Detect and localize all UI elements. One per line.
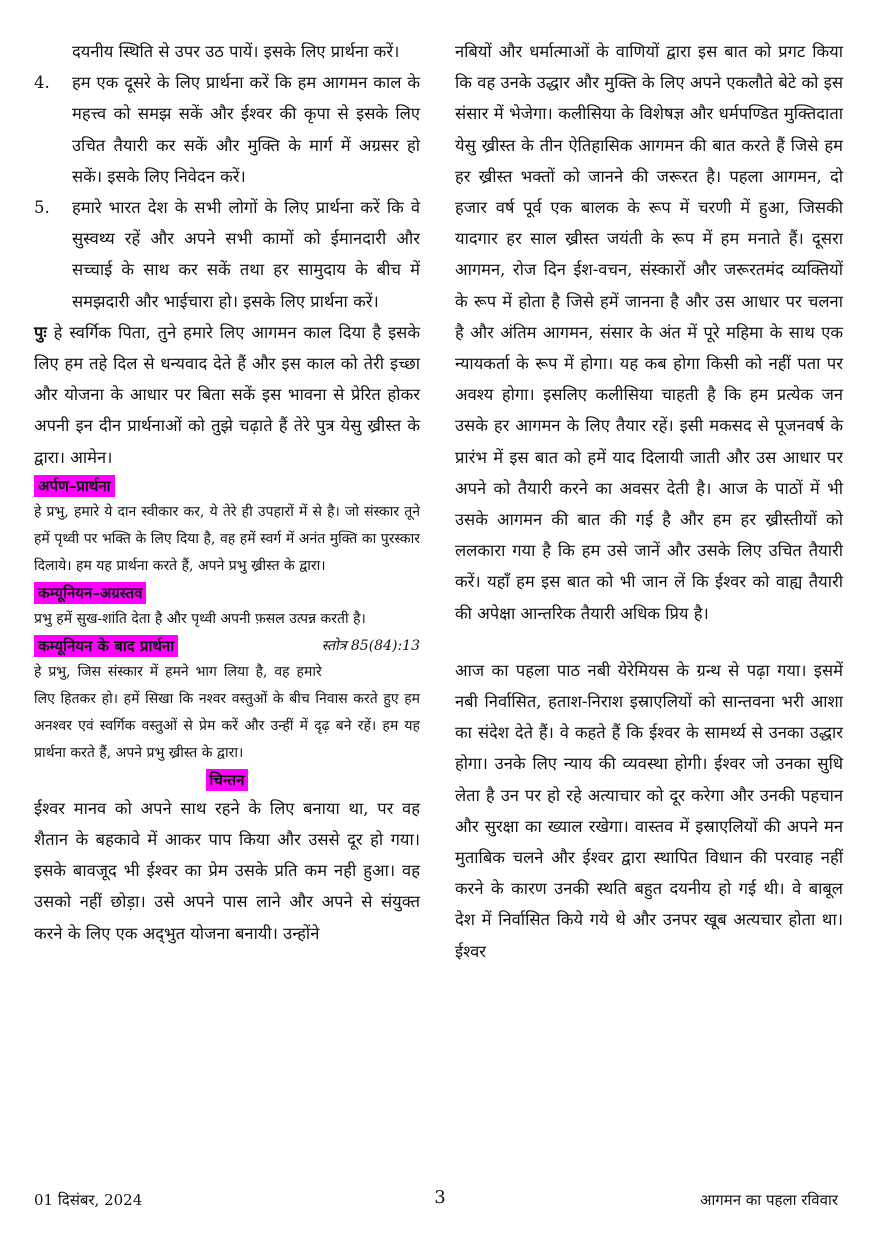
offering-text: हे प्रभु, हमारे ये दान स्वीकार कर, ये तेरे ही उपहारों में से है। जो संस्कार तूने हमें पृथ्वी पर भक्ति के लिए दिया है, वह हमें स्वर्ग में अनंत मुक्ति का पुरस्कार दिलाये। हम यह प्रार्थना करते हैं, अपने प्रभु ख्रीस्त के द्वारा। [34, 503, 420, 574]
item-number: 4. [34, 73, 50, 93]
offering-heading: अर्पण–प्रार्थना [34, 475, 115, 497]
priest-prayer-text: हे स्वर्गिक पिता, तुने हमारे लिए आगमन काल दिया है इसके लिए हम तहे दिल से धन्यवाद देते हैं और इस काल को तेरी इच्छा और योजना के आधार पर बिता सकें इस भावना से प्रेरित होकर अपनी इन दीन प्रार्थनाओं को तुझे चढ़ाते हैं तेरे पुत्र येसु ख्रीस्त के द्वारा। आमेन। [34, 322, 420, 467]
reflection-heading-wrap [34, 767, 420, 793]
post-communion-text: हे प्रभु, जिस संस्कार में हमने भाग लिया है, वह हमारे लिए हितकर हो। हमें सिखा कि नश्वर वस्तुओं के बीच निवास करते हुए हम अनश्वर एवं स्वर्गिक वस्तुओं से प्रेम करें और उन्हीं में दृढ़ बने रहें। हम यह प्रार्थना करते हैं, अपने प्रभु ख्रीस्त के द्वारा। [34, 663, 420, 761]
communion-heading: कम्यूनियन–अग्रस्तव [34, 582, 146, 604]
communion-text: प्रभु हमें सुख-शांति देता है और पृथ्वी अपनी फ़सल उत्पन्न करती है। [34, 610, 366, 627]
priest-label: पुः [34, 322, 47, 342]
paragraph-gap [455, 629, 843, 655]
prayer-continuation: दयनीय स्थिति से उपर उठ पायें। इसके लिए प्रार्थना करें। [72, 42, 400, 61]
reflection-paragraph-1: नबियों और धर्मात्माओं के वाणियों द्वारा इस बात को प्रगट किया कि वह उनके उद्धार और मुक्ति के लिए अपने एकलौते बेटे को इस संसार में भेजेगा। कलीसिया के विशेषज्ञ और धर्मपण्डित मुक्तिदाता येसु ख्रीस्त के तीन ऐतिहासिक आगमन की बात करते हैं जिसे हम हर ख्रीस्त भक्तों को जानने की जरूरत है। पहला आगमन, दो हजार वर्ष पूर्व एक बालक के रूप में चरणी में हुआ, जिसकी यादगार हर साल ख्रीस्त जयंती के रूप में हम मनाते हैं। दूसरा आगमन, रोज दिन ईश-वचन, संस्कारों और जरूरतमंद व्यक्तियों के रूप में होता है जिसे हमें जानना है और उस आधार पर चलना है और अंतिम आगमन, संसार के अंत में पूरे महिमा के साथ एक न्यायकर्ता के रूप में होगा। यह कब होगा किसी को नहीं पता पर अवश्य होगा। इसलिए कलीसिया चाहती है कि हम प्रत्येक जन उसके हर आगमन के लिए तैयार रहें। इसी मकसद से पूजनवर्ष के प्रारंभ में इस बात को हमें याद दिलायी जाती और उस आधार पर अपने को तैयारी करने का अवसर देती है। आज के पाठों में भी उसके आगमन की बात की गई है और हम हर ख्रीस्तीयों को ललकारा गया है कि हम उसे जानें और उसके लिए उचित तैयारी करें। यहाँ हम इस बात को भी जान लें कि ईश्वर को वाह्य तैयारी की अपेक्षा आन्तरिक तैयारी अधिक प्रिय है। [455, 42, 843, 623]
item-number: 5. [34, 198, 50, 218]
reflection-heading: चिन्तन [206, 769, 249, 791]
priest-prayer [34, 317, 420, 473]
item-text: हम एक दूसरे के लिए प्रार्थना करें कि हम आगमन काल के महत्त्व को समझ सकें और ईश्वर की कृपा से इसके लिए उचित तैयारी कर सकें और मुक्ति के मार्ग में अग्रसर हो सकें। इसके लिए निवेदन करें। [72, 73, 420, 186]
post-communion-heading: कम्यूनियन के बाद प्रार्थना [34, 635, 178, 657]
prayer-item-5 [34, 192, 420, 317]
communion-citation: स्तोत्र 85(84):13 [321, 637, 420, 654]
page-number: 3 [434, 1187, 446, 1208]
right-column [455, 36, 843, 967]
footer-title: आगमन का पहला रविवार [699, 1191, 838, 1209]
footer-date: 01 दिसंबर, 2024 [34, 1191, 143, 1209]
prayer-item-4 [34, 67, 420, 192]
item-text: हमारे भारत देश के सभी लोगों के लिए प्रार्थना करें कि वे सुस्वथ्य रहें और अपने सभी कामों को ईमानदारी और सच्चाई के साथ कर सकें तथा हर सामुदाय के बीच में समझदारी और भाईचारा हो। इसके लिए प्रार्थना करें। [72, 198, 420, 311]
reflection-text: ईश्वर मानव को अपने साथ रहने के लिए बनाया था, पर वह शैतान के बहकावे में आकर पाप किया और उससे दूर हो गया। इसके बावजूद भी ईश्वर का प्रेम उसके प्रति कम नही हुआ। वह उसको नहीं छोड़ा। उसे अपने पास लाने और अपने से संयुक्त करने के लिए एक अद्‌भुत योजना बनायी। उन्होंने [34, 798, 420, 943]
left-column [34, 36, 420, 949]
reflection-paragraph-2: आज का पहला पाठ नबी येरेमियस के ग्रन्थ से पढ़ा गया। इसमें नबी निर्वासित, हताश-निराश इस्राएलियों को सान्तवना भरी आशा का संदेश देते हैं। वे कहते हैं कि ईश्वर के सामर्थ्य से उनका उद्धार होगा। उनके लिए न्याय की व्यवस्था होगी। ईश्वर जो उनका सुधि लेता है उन पर हो रहे अत्याचार को दूर करेगा और उनकी पहचान और सुरक्षा का ख्याल रखेगा। वास्तव में इस्राएलियों की अपने मन मुताबिक चलने और ईश्वर द्वारा स्थापित विधान की परवाह नहीं करने के कारण उनकी स्थति बहुत दयनीय हो गई थी। वे बाबूल देश में निर्वासित किये गये थे और उनपर खूब अत्यचार होता था। ईश्वर [455, 660, 843, 961]
